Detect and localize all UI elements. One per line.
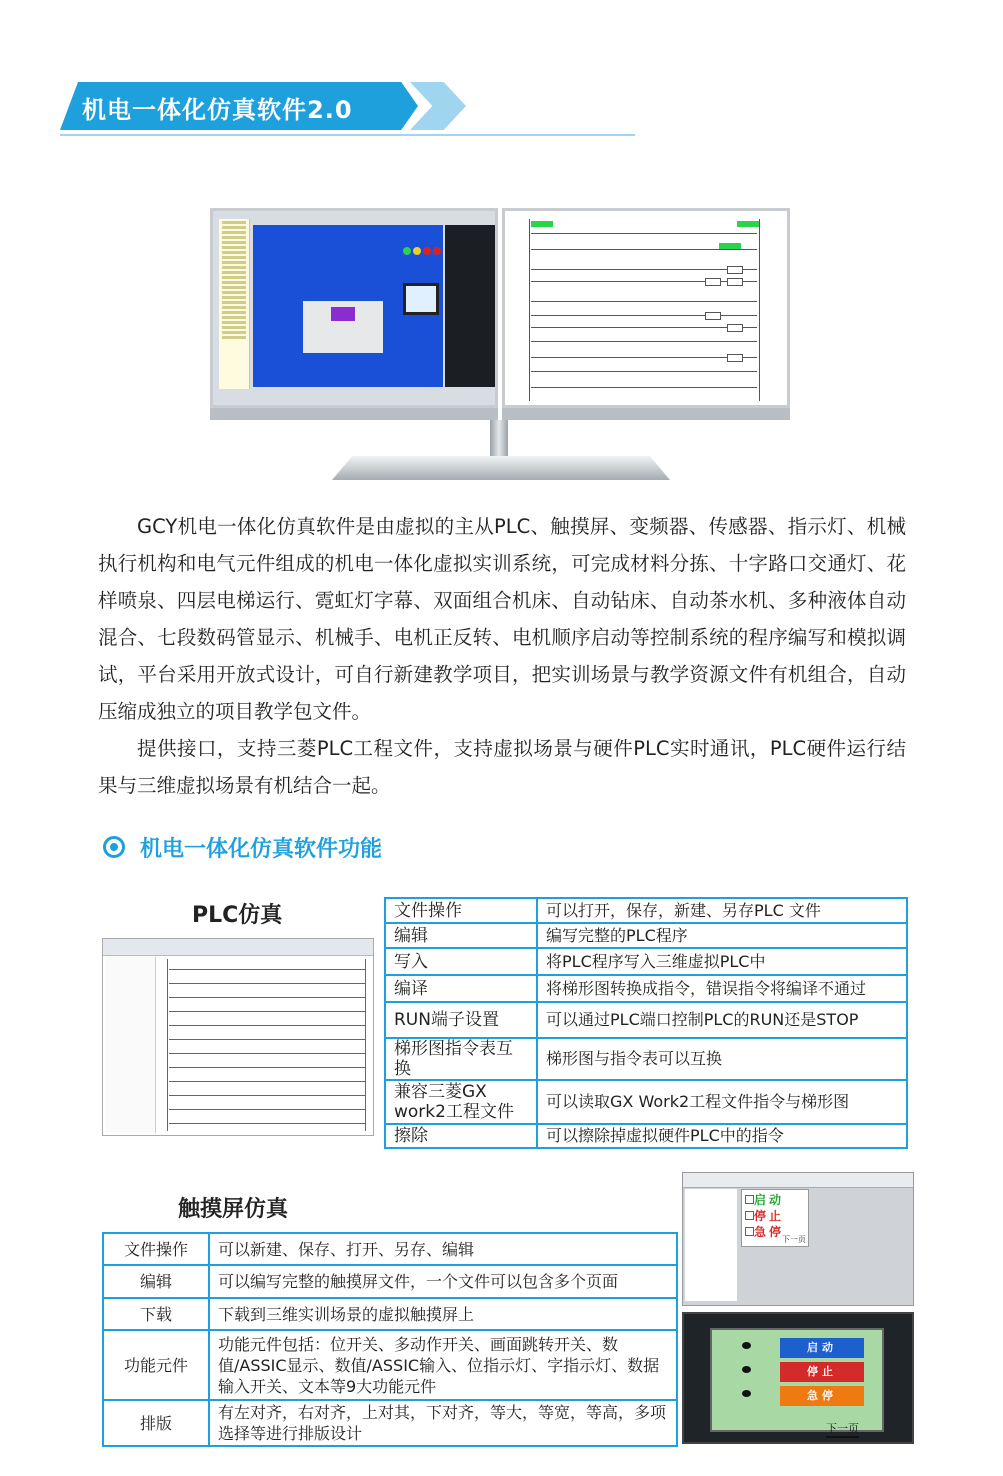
description-cell: 将梯形图转换成指令，错误指令将编译不通过: [537, 975, 907, 1002]
touch-panel-display: [710, 1328, 884, 1435]
touch-feature-table: [102, 1232, 678, 1447]
editor-start-label: 启动: [754, 1193, 785, 1207]
description-cell: 编写完整的PLC程序: [537, 923, 907, 948]
editor-next-page: 下一页: [782, 1235, 806, 1244]
feature-cell: RUN端子设置: [385, 1002, 537, 1038]
panel-stop-button: 停止: [780, 1362, 864, 1382]
feature-cell: 功能元件: [103, 1330, 209, 1400]
feature-cell: 下载: [103, 1298, 209, 1330]
table-row: [103, 1400, 677, 1446]
ladder-screen: [502, 208, 790, 408]
description-cell: 功能元件包括：位开关、多动作开关、画面跳转开关、数值/ASSIC显示、数值/ASSIC输入、位指示灯、字指示灯、数据输入开关、文本等9大功能元件: [209, 1330, 677, 1400]
table-row: [385, 1124, 907, 1148]
feature-cell: 编辑: [385, 923, 537, 948]
description-cell: 可以打开，保存，新建、另存PLC 文件: [537, 898, 907, 923]
description-cell: 可以新建、保存、打开、另存、编辑: [209, 1233, 677, 1265]
description-cell: 将PLC程序写入三维虚拟PLC中: [537, 948, 907, 975]
plc-title: PLC仿真: [192, 903, 283, 928]
io-list-panel: [219, 219, 250, 389]
feature-cell: 排版: [103, 1400, 209, 1446]
panel-emergency-button: 急停: [780, 1386, 864, 1406]
header-banner: [60, 82, 390, 130]
simulation-screen: [210, 208, 498, 408]
3d-scene: [253, 225, 443, 387]
editor-emergency-label: 急停: [754, 1225, 785, 1239]
intro-paragraph-2: 提供接口，支持三菱PLC工程文件，支持虚拟场景与硬件PLC实时通讯，PLC硬件运行结果与三维虚拟场景有机结合一起。: [98, 737, 906, 797]
table-row: [103, 1265, 677, 1298]
dual-monitor-illustration: [210, 208, 792, 480]
inverter-image: [445, 225, 495, 387]
page-title: 机电一体化仿真软件2.0: [82, 96, 353, 124]
table-row: [103, 1298, 677, 1330]
feature-cell: 编译: [385, 975, 537, 1002]
table-row: [385, 1038, 907, 1080]
feature-cell: 兼容三菱GX work2工程文件: [385, 1080, 537, 1124]
editor-canvas: [741, 1189, 809, 1247]
panel-start-button: 启动: [780, 1338, 864, 1358]
feature-cell: 梯形图指令表互换: [385, 1038, 537, 1080]
intro-paragraph-1: GCY机电一体化仿真软件是由虚拟的主从PLC、触摸屏、变频器、传感器、指示灯、机械执行机构和电气元件组成的机电一体化虚拟实训系统，可完成材料分拣、十字路口交通灯、花样喷泉、四层电梯运行、霓虹灯字幕、双面组合机床、自动钻床、自动茶水机、多种液体自动混合、七段数码管显示、机械手、电机正反转、电机顺序启动等控制系统的程序编写和模拟调试，平台采用开放式设计，可自行新建教学项目，把实训场景与教学资源文件有机组合，自动压缩成独立的项目教学包文件。: [98, 515, 906, 723]
table-row: [103, 1330, 677, 1400]
section-title: 机电一体化仿真软件功能: [140, 837, 383, 862]
description-cell: 梯形图与指令表可以互换: [537, 1038, 907, 1080]
table-row: [385, 975, 907, 1002]
table-row: [385, 898, 907, 923]
feature-cell: 编辑: [103, 1265, 209, 1298]
plc-editor-screenshot: [102, 938, 374, 1136]
touch-editor-screenshot: [682, 1172, 914, 1306]
table-row: [103, 1233, 677, 1265]
description-cell: 可以擦除掉虚拟硬件PLC中的指令: [537, 1124, 907, 1148]
description-cell: 有左对齐，右对齐，上对其，下对齐，等大，等宽，等高，多项选择等进行排版设计: [209, 1400, 677, 1446]
description-cell: 可以读取GX Work2工程文件指令与梯形图: [537, 1080, 907, 1124]
description-cell: 下载到三维实训场景的虚拟触摸屏上: [209, 1298, 677, 1330]
touch-panel-screenshot: [682, 1312, 914, 1444]
table-row: [385, 923, 907, 948]
description-cell: 可以编写完整的触摸屏文件，一个文件可以包含多个页面: [209, 1265, 677, 1298]
touch-title: 触摸屏仿真: [178, 1197, 289, 1222]
panel-next-page: 下一页: [826, 1420, 859, 1438]
feature-cell: 擦除: [385, 1124, 537, 1148]
feature-cell: 文件操作: [103, 1233, 209, 1265]
target-icon: [103, 836, 125, 858]
header-divider: [60, 134, 635, 136]
plc-feature-table: [384, 897, 908, 1149]
feature-cell: 写入: [385, 948, 537, 975]
table-row: [385, 1080, 907, 1124]
editor-stop-label: 停止: [754, 1209, 785, 1223]
feature-cell: 文件操作: [385, 898, 537, 923]
description-cell: 可以通过PLC端口控制PLC的RUN还是STOP: [537, 1002, 907, 1038]
table-row: [385, 1002, 907, 1038]
table-row: [385, 948, 907, 975]
